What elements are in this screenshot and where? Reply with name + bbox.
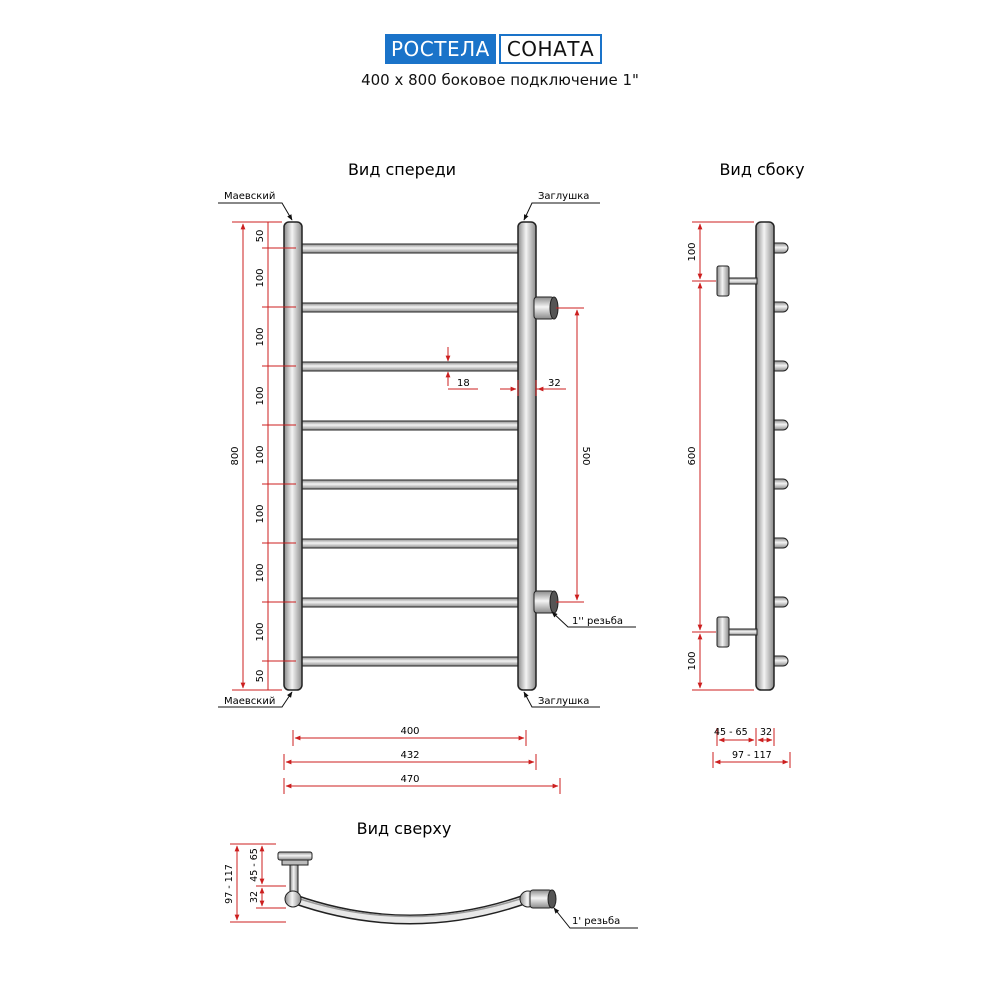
top-dims <box>224 848 260 904</box>
rung-5 <box>296 480 522 489</box>
right-collector-pipe <box>518 222 536 690</box>
dim-edge-top: 50 <box>255 229 266 243</box>
dim-step-7: 100 <box>255 622 266 642</box>
dim-side-mid: 600 <box>687 446 698 466</box>
upper-connection-nipple <box>534 297 558 319</box>
rung-3 <box>296 362 522 371</box>
dim-width-mid: 432 <box>400 750 420 761</box>
dim-wall-offset: 45 - 65 <box>714 727 748 738</box>
rung-4 <box>296 421 522 430</box>
dim-width-axis: 400 <box>400 726 420 737</box>
left-collector-pipe <box>284 222 302 690</box>
dim-step-3: 100 <box>255 386 266 406</box>
front-view-title: Вид спереди <box>347 160 457 179</box>
dim-edge-bottom: 50 <box>255 669 266 683</box>
rung-6 <box>296 539 522 548</box>
plug-top-label: Заглушка <box>538 191 590 202</box>
dim-side-top: 100 <box>687 242 698 262</box>
rung-2 <box>296 303 522 312</box>
side-view-title: Вид сбоку <box>719 160 805 179</box>
thread-front-label: 1'' резьба <box>572 616 624 627</box>
maevsky-top-label: Маевский <box>224 191 276 202</box>
rung-7 <box>296 598 522 607</box>
dim-top-depth-total: 97 - 117 <box>224 864 235 904</box>
thread-top-label: 1' резьба <box>572 916 621 927</box>
side-collector-pipe <box>756 222 774 690</box>
dim-side-bottom: 100 <box>687 651 698 671</box>
dim-step-5: 100 <box>255 504 266 524</box>
dim-side-pipe: 32 <box>760 727 773 738</box>
side-wall-bracket-bottom <box>717 617 757 647</box>
side-wall-bracket-top <box>717 266 757 296</box>
plug-bottom-label: Заглушка <box>538 696 590 707</box>
brand-name: РОСТЕЛА <box>385 34 496 64</box>
dim-step-2: 100 <box>255 327 266 347</box>
dim-depth-total: 97 - 117 <box>732 750 772 761</box>
top-view-title: Вид сверху <box>356 819 452 838</box>
model-name: СОНАТА <box>499 34 602 64</box>
rung-8 <box>296 657 522 666</box>
front-rungs <box>296 244 522 666</box>
dim-step-6: 100 <box>255 563 266 583</box>
dim-width-total: 470 <box>400 774 420 785</box>
model-subtitle: 400 х 800 боковое подключение 1" <box>361 71 639 89</box>
dim-step-1: 100 <box>255 268 266 288</box>
rung-1 <box>296 244 522 253</box>
dim-top-pipe: 32 <box>249 890 260 904</box>
maevsky-bottom-label: Маевский <box>224 696 276 707</box>
dim-top-wall-offset: 45 - 65 <box>249 848 260 882</box>
top-view-drawing <box>278 852 556 920</box>
lower-connection-nipple <box>534 591 558 613</box>
dim-rung-diameter: 18 <box>457 378 470 389</box>
dim-step-4: 100 <box>255 445 266 465</box>
dim-height-total: 800 <box>230 446 241 466</box>
dim-connection-spacing: 500 <box>580 446 591 466</box>
dim-pipe-diameter: 32 <box>548 378 561 389</box>
